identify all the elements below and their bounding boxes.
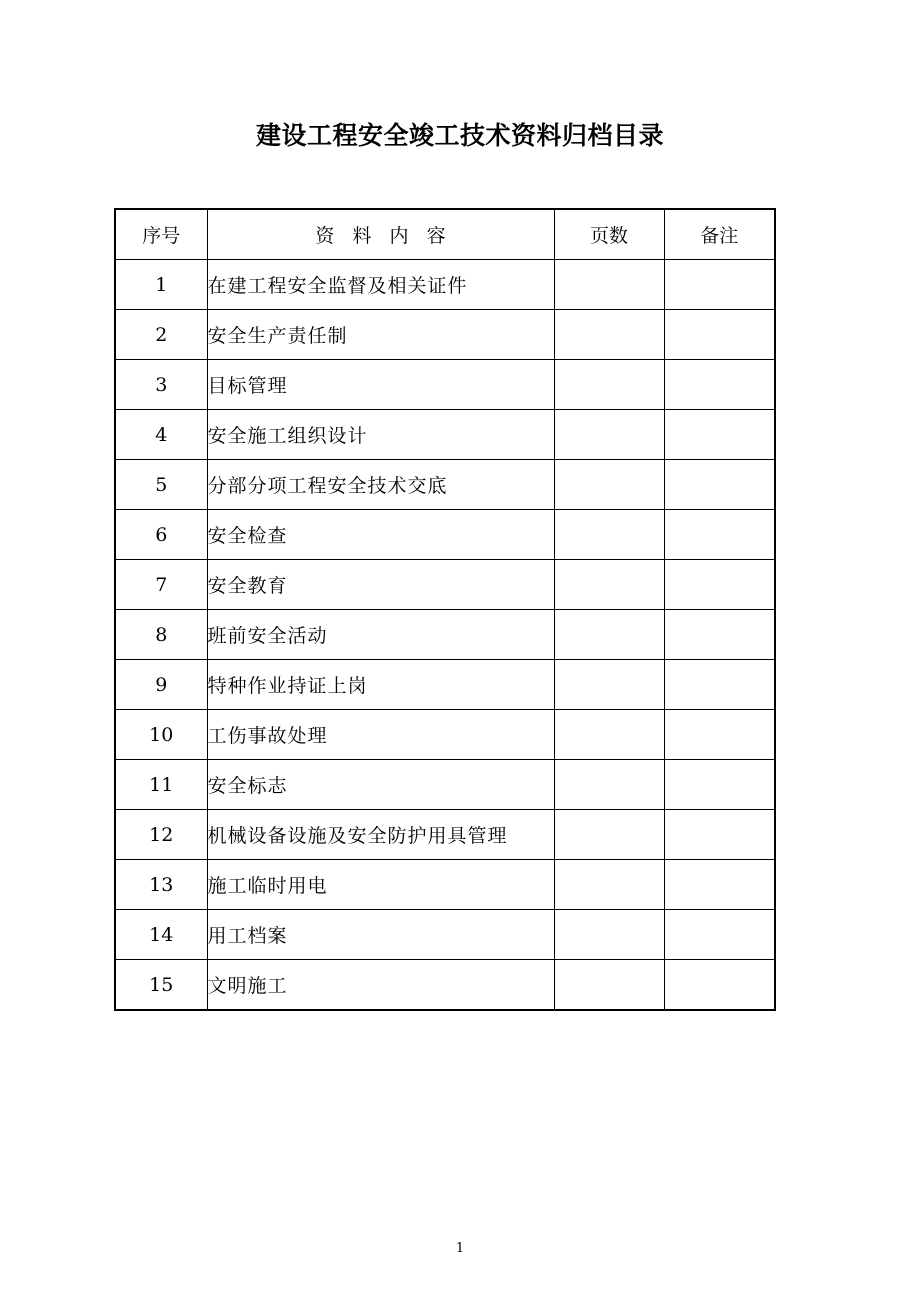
row-pages (554, 610, 664, 660)
row-index: 6 (115, 510, 207, 560)
document-title: 建设工程安全竣工技术资料归档目录 (255, 121, 664, 150)
row-content: 安全标志 (207, 760, 554, 810)
header-pages: 页数 (554, 209, 664, 260)
table-row (115, 910, 775, 960)
table-row (115, 810, 775, 860)
row-index: 11 (115, 760, 207, 810)
table-row (115, 860, 775, 910)
row-remarks (664, 510, 775, 560)
table-row (115, 660, 775, 710)
row-index: 1 (115, 260, 207, 310)
table-row (115, 310, 775, 360)
row-content: 安全施工组织设计 (207, 410, 554, 460)
row-remarks (664, 710, 775, 760)
row-index: 12 (115, 810, 207, 860)
row-pages (554, 410, 664, 460)
row-content: 工伤事故处理 (207, 710, 554, 760)
row-remarks (664, 310, 775, 360)
row-content: 目标管理 (207, 360, 554, 410)
row-content: 特种作业持证上岗 (207, 660, 554, 710)
row-content: 分部分项工程安全技术交底 (207, 460, 554, 510)
row-index: 7 (115, 560, 207, 610)
table-row (115, 760, 775, 810)
header-content: 资 料 内 容 (207, 209, 554, 260)
row-index: 15 (115, 960, 207, 1011)
row-pages (554, 910, 664, 960)
row-content: 安全检查 (207, 510, 554, 560)
row-index: 8 (115, 610, 207, 660)
table-header-row (115, 209, 775, 260)
row-index: 13 (115, 860, 207, 910)
table-row (115, 510, 775, 560)
row-pages (554, 960, 664, 1011)
row-remarks (664, 910, 775, 960)
table-row (115, 710, 775, 760)
row-content: 安全生产责任制 (207, 310, 554, 360)
row-pages (554, 460, 664, 510)
header-remarks: 备注 (664, 209, 775, 260)
row-content: 班前安全活动 (207, 610, 554, 660)
row-remarks (664, 360, 775, 410)
table-row (115, 610, 775, 660)
row-pages (554, 560, 664, 610)
row-index: 2 (115, 310, 207, 360)
row-pages (554, 660, 664, 710)
archive-catalog-table (114, 208, 776, 1011)
header-index: 序号 (115, 209, 207, 260)
row-pages (554, 310, 664, 360)
row-index: 10 (115, 710, 207, 760)
row-remarks (664, 260, 775, 310)
row-pages (554, 360, 664, 410)
table-row (115, 460, 775, 510)
row-index: 14 (115, 910, 207, 960)
row-pages (554, 260, 664, 310)
table-row (115, 560, 775, 610)
row-pages (554, 710, 664, 760)
row-remarks (664, 460, 775, 510)
table-row (115, 960, 775, 1011)
row-content: 安全教育 (207, 560, 554, 610)
page-number: 1 (455, 1241, 465, 1256)
row-content: 文明施工 (207, 960, 554, 1011)
row-remarks (664, 610, 775, 660)
row-remarks (664, 860, 775, 910)
row-remarks (664, 960, 775, 1011)
row-content: 施工临时用电 (207, 860, 554, 910)
row-index: 3 (115, 360, 207, 410)
row-index: 4 (115, 410, 207, 460)
row-remarks (664, 560, 775, 610)
row-content: 用工档案 (207, 910, 554, 960)
row-pages (554, 760, 664, 810)
row-pages (554, 860, 664, 910)
row-content: 在建工程安全监督及相关证件 (207, 260, 554, 310)
row-remarks (664, 760, 775, 810)
row-pages (554, 810, 664, 860)
table-row (115, 410, 775, 460)
row-pages (554, 510, 664, 560)
row-index: 5 (115, 460, 207, 510)
row-index: 9 (115, 660, 207, 710)
row-remarks (664, 810, 775, 860)
row-remarks (664, 410, 775, 460)
row-content: 机械设备设施及安全防护用具管理 (207, 810, 554, 860)
table-row (115, 260, 775, 310)
row-remarks (664, 660, 775, 710)
table-row (115, 360, 775, 410)
